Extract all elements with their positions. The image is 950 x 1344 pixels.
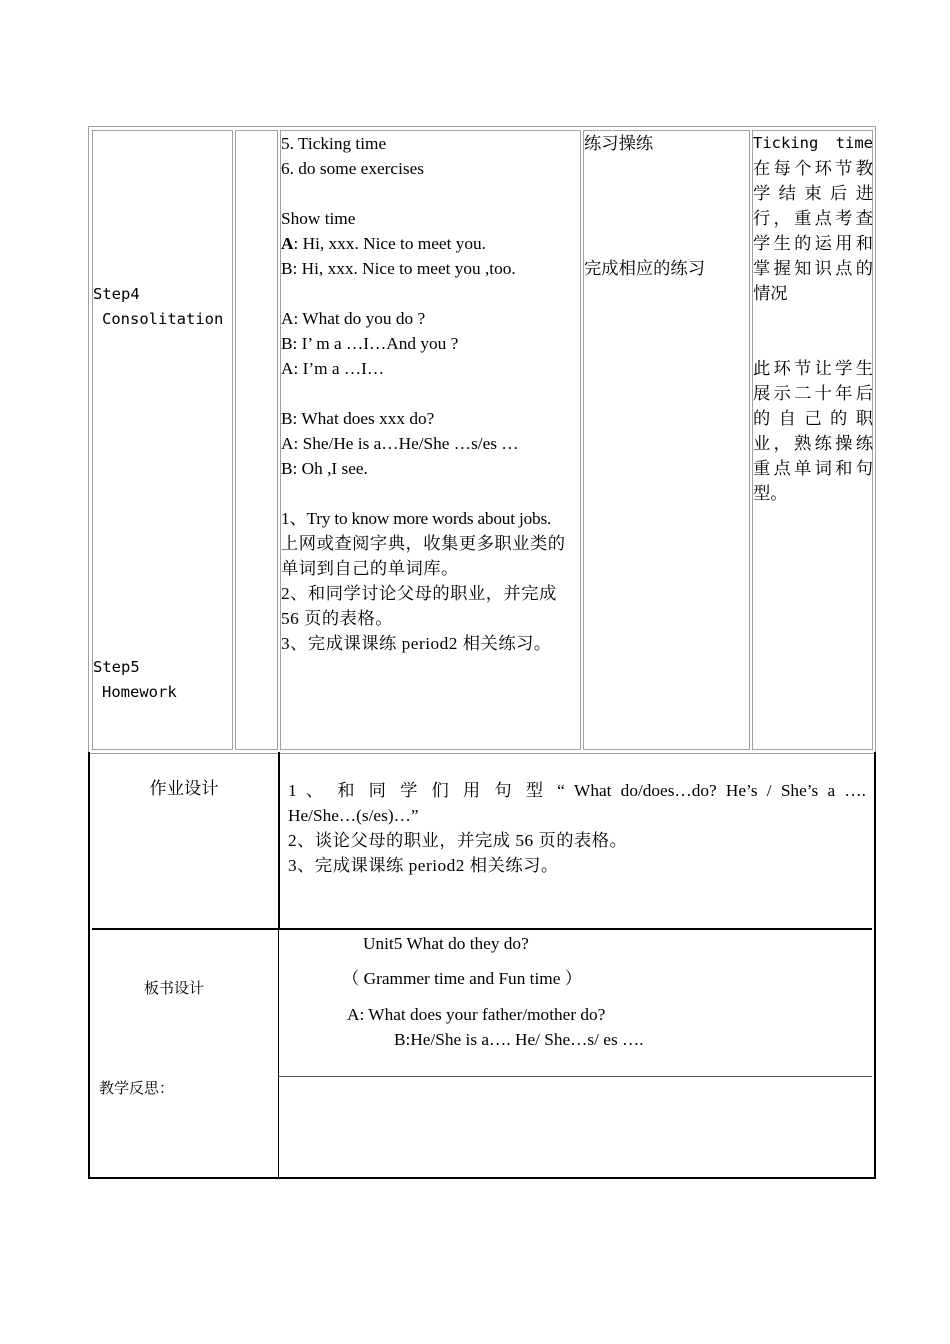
intent-line: 的 自 己 的 职 <box>753 409 873 428</box>
step5-title: Homework <box>102 683 177 701</box>
intent-line: 在每个环节教 <box>753 159 873 178</box>
step4-label: Step4 <box>93 285 140 303</box>
dialogue-line: A: I’m a …I… <box>281 359 385 378</box>
activity-line: 5. Ticking time <box>281 134 387 153</box>
activity-line: 6. do some exercises <box>281 159 425 178</box>
dialogue-line: B: Hi, xxx. Nice to meet you ,too. <box>281 259 516 278</box>
homework-line: 2、和同学讨论父母的职业，并完成 <box>281 584 557 603</box>
homework-line: 单词到自己的单词库。 <box>281 559 459 578</box>
activities-cell <box>280 130 581 750</box>
intent-line: 掌握知识点的 <box>753 259 873 278</box>
intent-line: 此环节让学生 <box>753 359 873 378</box>
board-design-label: 板书设计 <box>143 981 204 997</box>
homework-line: 1 、 和 同 学 们 用 句 型 “ What do/does…do? He’s / She’s a …. <box>288 781 866 800</box>
step4-title: Consolitation <box>102 310 224 328</box>
dialogue-line: B: What does xxx do? <box>281 409 435 428</box>
exercise-label: 完成相应的练习 <box>584 259 705 278</box>
board-line-b: B:He/She is a…. He/ She…s/ es …. <box>394 1030 644 1049</box>
intent-line: 型。 <box>753 484 788 503</box>
reflection-label: 教学反思： <box>99 1081 175 1097</box>
intent-line: 业，熟练操练 <box>753 434 873 453</box>
intent-line: 学 结 束 后 进 <box>753 184 873 203</box>
dialogue-text: : Hi, xxx. Nice to meet you. <box>293 234 486 253</box>
board-title: Unit5 What do they do? <box>363 934 529 953</box>
homework-design-label: 作业设计 <box>149 779 219 798</box>
lesson-steps-table <box>88 126 876 754</box>
homework-line: 3、完成课课练 period2 相关练习。 <box>288 856 559 875</box>
intent-line: 重点单词和句 <box>753 459 873 478</box>
intent-line: 情况 <box>753 284 788 303</box>
intent-line: 行，重点考查 <box>753 209 873 228</box>
dialogue-line: A: She/He is a…He/She …s/es … <box>281 434 519 453</box>
step5-label: Step5 <box>93 658 140 676</box>
activity-line: Show time <box>281 209 356 228</box>
dialogue-line: B: Oh ,I see. <box>281 459 368 478</box>
homework-line: 56 页的表格。 <box>281 609 394 628</box>
homework-line: 上网或查阅字典，收集更多职业类的 <box>281 534 566 553</box>
intent-line: 展示二十年后 <box>753 384 873 403</box>
dialogue-line: A: What do you do ? <box>281 309 426 328</box>
step-name-cell <box>92 130 233 750</box>
homework-line: 1、Try to know more words about jobs. <box>281 509 552 528</box>
dialogue-line <box>281 231 586 256</box>
intent-line: 学生的运用和 <box>753 234 873 253</box>
board-line-a: A: What does your father/mother do? <box>347 1005 606 1024</box>
intent-line: Ticking time <box>753 134 873 152</box>
speaker-a-bold: A <box>281 234 294 253</box>
empty-cell <box>235 130 278 750</box>
dialogue-line: B: I’ m a …I…And you ? <box>281 334 459 353</box>
homework-line: He/She…(s/es)…” <box>288 806 419 825</box>
homework-line: 3、完成课课练 period2 相关练习。 <box>281 634 552 653</box>
summary-table <box>88 752 876 1179</box>
homework-line: 2、谈论父母的职业，并完成 56 页的表格。 <box>288 831 628 850</box>
practice-label: 练习操练 <box>584 134 654 153</box>
design-intent-cell <box>752 130 873 750</box>
board-subtitle: （ Grammer time and Fun time ） <box>342 969 582 988</box>
student-activity-cell <box>583 130 750 750</box>
